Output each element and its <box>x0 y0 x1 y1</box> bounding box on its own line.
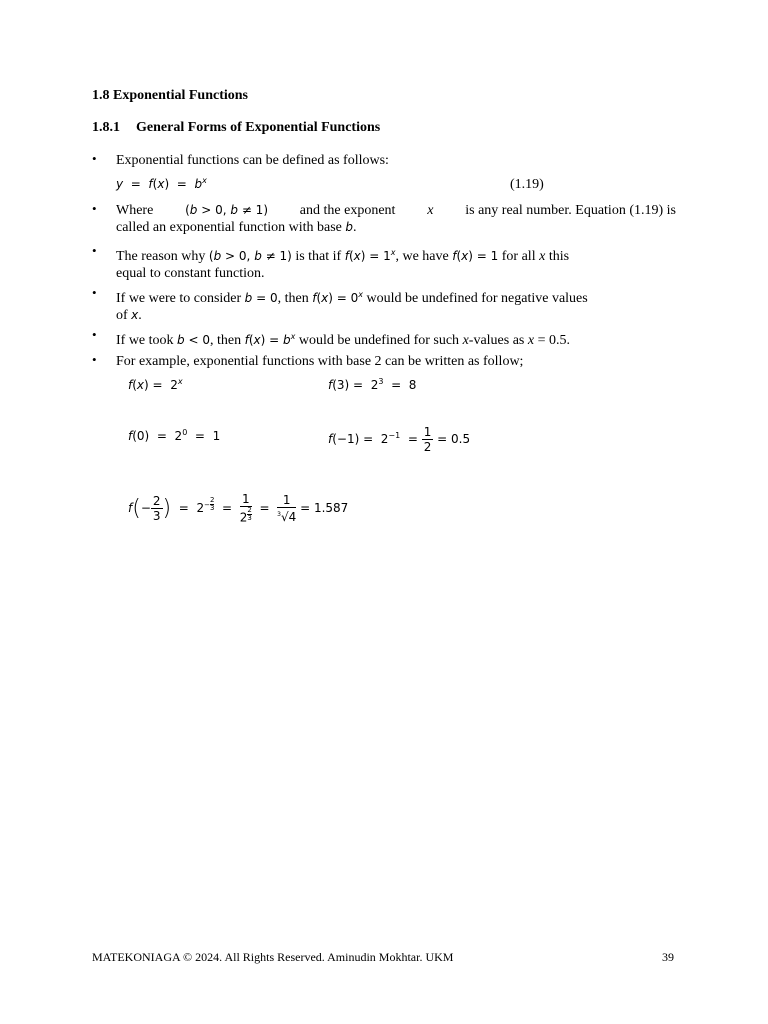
bullet-icon: • <box>92 327 97 342</box>
subsection-number: 1.8.1 <box>92 120 120 135</box>
text-segment: equal to constant function. <box>116 266 265 281</box>
bullet-icon: • <box>92 201 97 216</box>
bullet-text: If we took b < 0, then $f(x) = b^x$ would be undefined for such x-values as x = 0.5. <box>116 332 570 348</box>
bullet-icon: • <box>92 352 97 367</box>
text-segment: Where <box>116 203 154 218</box>
text-segment: The reason why <box>116 249 206 264</box>
subsection-title: General Forms of Exponential Functions <box>136 120 381 135</box>
text-segment: of <box>116 308 128 323</box>
example-f-x: f(x) = 2$^x$ <box>128 377 183 392</box>
equation-definition: $y = f(x) = b^x$ <box>116 176 207 191</box>
bullet-icon: • <box>92 243 97 258</box>
text-segment: , we have <box>395 249 449 264</box>
math-expr: f(x) = 1 <box>452 249 499 263</box>
bullet-text: For example, exponential functions with base 2 can be written as follow; <box>116 354 524 369</box>
text-segment: -values as <box>468 333 525 348</box>
bullet-text: Exponential functions can be defined as follows: <box>116 153 389 168</box>
math-condition: (b > 0, b ≠ 1) <box>208 249 292 263</box>
text-segment: , then <box>210 333 242 348</box>
text-segment: = 0.5. <box>537 333 570 348</box>
section-title: 1.8 Exponential Functions <box>92 88 248 103</box>
math-var: x <box>427 203 434 218</box>
text-segment: called an exponential function with base <box>116 220 342 235</box>
math-condition: (b > 0, b ≠ 1) <box>185 203 268 217</box>
math-expr: $f(x) = b^x$ <box>244 332 296 347</box>
text-segment: , then <box>277 291 309 306</box>
subsection-heading <box>92 120 380 136</box>
example-f-3: $f(3) = 2^3 = 8$ <box>328 377 417 392</box>
text-segment: and the exponent <box>299 203 396 218</box>
math-expr: $f(x) = 1^x$ <box>344 248 396 263</box>
text-segment: If we took <box>116 333 174 348</box>
bullet-text: If we were to consider b = 0, then $f(x) = 0^x$ would be undefined for negative values of x. <box>116 290 588 323</box>
text-segment: is that if <box>295 249 342 264</box>
example-f-0: $f(0) = 2^0 = 1$ <box>128 428 221 443</box>
text-segment: If we were to consider <box>116 291 242 306</box>
text-segment: would be undefined for such <box>298 333 460 348</box>
text-segment: is any real number. Equation (1.19) is <box>465 203 676 218</box>
text-segment: would be undefined for negative values <box>366 291 588 306</box>
footer-copyright: MATEKONIAGA © 2024. All Rights Reserved. Aminudin Mokhtar. UKM <box>92 950 454 964</box>
equation-number: (1.19) <box>510 177 544 192</box>
text-segment: for all <box>501 249 536 264</box>
bullet-text: Where (b > 0, b ≠ 1) and the exponent x is any real number. Equation (1.19) is called an exponential function with base b. <box>116 203 676 235</box>
example-f-neg2-3: f(− $\frac{2}{3}$ ) = $2^{- \frac{2}{3}}$ = 1 2 $^{\frac{2}{3}}$ = $\frac{1}{^3√4}$ = 1.587 <box>128 492 349 525</box>
bullet-icon: • <box>92 285 97 300</box>
math-expr: b = 0 <box>244 291 278 305</box>
bullet-icon: • <box>92 151 97 166</box>
math-expr: b < 0 <box>177 333 210 347</box>
text-segment: this <box>548 249 570 264</box>
math-expr: $f(x) = 0^x$ <box>312 290 363 305</box>
example-f-neg1: $f(-1) = 2^{-1}$ = $\frac{1}{2}$ = 0.5 <box>328 425 471 454</box>
bullet-text: The reason why (b > 0, b ≠ 1) is that if $f(x) = 1^x$, we have f(x) = 1 for all x this equal to constant function. <box>116 244 676 282</box>
page-number: 39 <box>662 950 674 964</box>
